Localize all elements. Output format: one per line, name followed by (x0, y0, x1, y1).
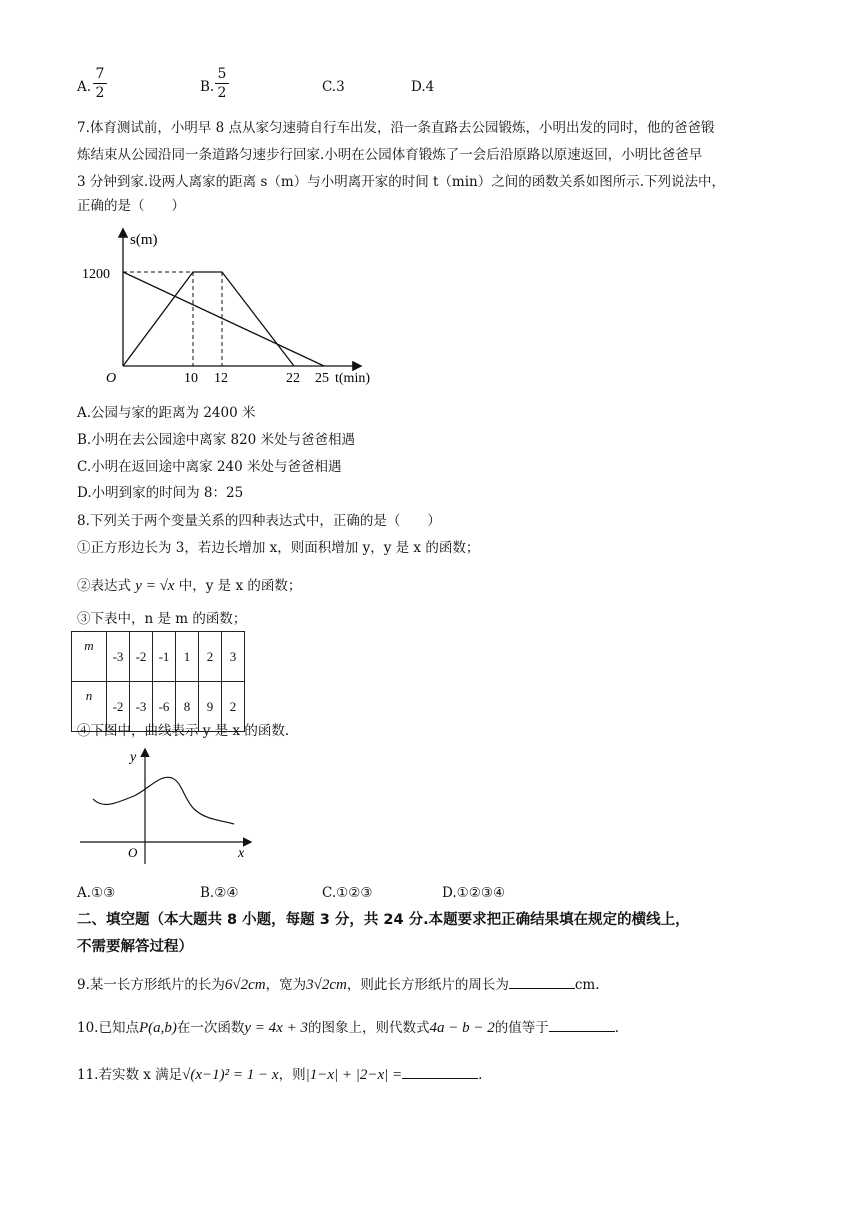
q7-distance-time-graph (70, 222, 400, 392)
answer-blank[interactable] (402, 1064, 478, 1079)
q11-expression: |1−x| + |2−x| = (305, 1067, 403, 1083)
q8-item-2-pre: ②表达式 (77, 578, 131, 594)
q8-option-b: B.②④ (200, 885, 239, 901)
q8-curve-graph (78, 744, 258, 866)
x-tick-10: 10 (184, 371, 198, 386)
q8-item-3: ③下表中，n 是 m 的函数； (77, 611, 247, 627)
function-curve (93, 777, 234, 824)
table-row-m (72, 632, 245, 682)
q8-value-table (71, 631, 245, 732)
y-tick-1200: 1200 (82, 267, 110, 282)
q8-item-2 (77, 576, 301, 596)
q8-item-1: ①正方形边长为 3，若边长增加 x，则面积增加 y，y 是 x 的函数； (77, 540, 480, 556)
q8-option-d: D.①②③④ (442, 885, 506, 901)
s-axis-label: s(m) (130, 232, 158, 248)
fraction-denominator: 2 (217, 85, 227, 101)
q11-text: . (478, 1067, 483, 1083)
table-cell: 1 (176, 632, 199, 682)
q9-unit: cm. (574, 977, 600, 993)
q8-option-c: C.①②③ (322, 885, 373, 901)
x-axis-label: x (238, 846, 245, 861)
origin-label: O (128, 845, 138, 860)
q7-option-c: C.小明在返回途中离家 240 米处与爸爸相遇 (77, 459, 342, 475)
q7-line-2: 炼结束从公园沿同一条道路匀速步行回家.小明在公园体育锻炼了一会后沿原路以原速返回，小明比爸爸早 (77, 147, 703, 163)
question-9 (77, 974, 600, 995)
q10-text: 的值等于 (494, 1020, 549, 1036)
x-tick-12: 12 (214, 371, 228, 386)
origin-label: O (106, 371, 117, 386)
table-cell: -2 (107, 682, 130, 732)
section-2-heading-line-1: 二、填空题（本大题共 8 小题，每题 3 分，共 24 分.本题要求把正确结果填在规定的横线上， (77, 912, 690, 928)
option-b-fraction (215, 66, 229, 101)
q9-width: 3√2cm (306, 977, 347, 993)
q10-function: y = 4x + 3 (244, 1020, 308, 1036)
option-a-label: A. (77, 79, 92, 95)
q10-text: . (614, 1020, 619, 1036)
q8-item-4: ④下图中，曲线表示 y 是 x 的函数. (77, 723, 290, 739)
fraction-numerator: 5 (217, 66, 227, 82)
table-cell: -2 (130, 632, 153, 682)
q8-item-2-expression: y = √x (135, 578, 175, 594)
q7-option-b: B.小明在去公园途中离家 820 米处与爸爸相遇 (77, 432, 356, 448)
q7-line-4: 正确的是（ ） (77, 198, 185, 214)
q10-text: 10.已知点 (77, 1020, 139, 1036)
q8-option-a: A.①③ (77, 885, 116, 901)
q11-text: ，则 (278, 1067, 306, 1083)
q8-item-2-post: 中，y 是 x 的函数； (178, 578, 302, 594)
question-10 (77, 1017, 619, 1038)
table-cell: 2 (199, 632, 222, 682)
q7-line-1: 7.体育测试前，小明早 8 点从家匀速骑自行车出发，沿一条直路去公园锻炼，小明出发的同时，他的爸爸锻 (77, 120, 715, 136)
y-axis-label: y (130, 750, 137, 765)
q8-stem: 8.下列关于两个变量关系的四种表达式中，正确的是（ ） (77, 513, 441, 529)
q11-condition: √(x−1)² = 1 − x (182, 1067, 279, 1083)
table-cell: 3 (222, 632, 245, 682)
option-a-fraction (93, 66, 107, 101)
q9-text: ，宽为 (265, 977, 307, 993)
table-cell: -3 (107, 632, 130, 682)
q10-text: 在一次函数 (176, 1020, 245, 1036)
fraction-denominator: 2 (95, 85, 105, 101)
table-cell: 8 (176, 682, 199, 732)
q11-text: 11.若实数 x 满足 (77, 1067, 183, 1083)
xiaoming-path (123, 272, 294, 366)
father-path (123, 272, 324, 366)
option-d: D.4 (411, 79, 435, 95)
q7-option-a: A.公园与家的距离为 2400 米 (77, 405, 256, 421)
t-axis-label: t(min) (335, 371, 370, 386)
question-11 (77, 1064, 482, 1085)
section-2-heading-line-2: 不需要解答过程） (77, 939, 193, 955)
x-tick-25: 25 (315, 371, 329, 386)
table-cell: -3 (130, 682, 153, 732)
q9-length: 6√2cm (224, 977, 266, 993)
q10-text: 的图象上，则代数式 (307, 1020, 430, 1036)
table-cell: 2 (222, 682, 245, 732)
option-b-label: B. (200, 79, 215, 95)
table-cell: -6 (153, 682, 176, 732)
option-c: C.3 (322, 79, 345, 95)
q7-line-3: 3 分钟到家.设两人离家的距离 s（m）与小明离开家的时间 t（min）之间的函数关系如图所示.下列说法中， (77, 174, 726, 190)
q10-expression: 4a − b − 2 (429, 1020, 495, 1036)
table-cell: -1 (153, 632, 176, 682)
answer-blank[interactable] (509, 974, 575, 989)
q10-point: P(a,b) (138, 1020, 177, 1036)
fraction-numerator: 7 (95, 66, 105, 82)
table-cell: 9 (199, 682, 222, 732)
q7-option-d: D.小明到家的时间为 8：25 (77, 485, 244, 501)
q9-text: ，则此长方形纸片的周长为 (346, 977, 509, 993)
x-tick-22: 22 (286, 371, 300, 386)
answer-blank[interactable] (549, 1017, 615, 1032)
q9-text: 9.某一长方形纸片的长为 (77, 977, 225, 993)
table-header-m: m (72, 632, 107, 682)
table-header-n: n (72, 682, 107, 732)
